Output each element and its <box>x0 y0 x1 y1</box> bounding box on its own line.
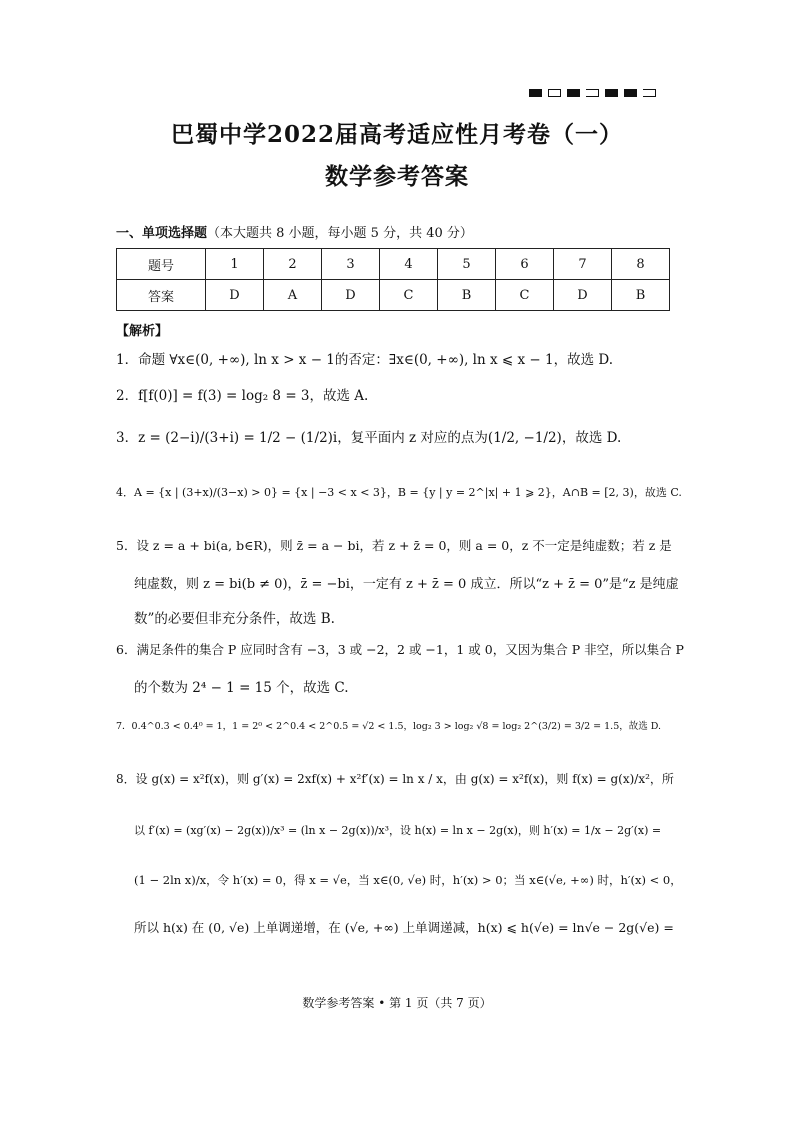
solution-line: 6．满足条件的集合 P 应同时含有 −3，3 或 −2，2 或 −1，1 或 0，又因为集合 P 非空，所以集合 P <box>116 642 684 657</box>
question-number: 4 <box>380 249 438 280</box>
solution-line: 纯虚数，则 z = bi(b ≠ 0)，z̄ = −bi，一定有 z + z̄ = 0 成立．所以“z + z̄ = 0”是“z 是纯虚 <box>134 577 679 592</box>
solution-line: 5．设 z = a + bi(a, b∈R)，则 z̄ = a − bi，若 z + z̄ = 0，则 a = 0，z 不一定是纯虚数；若 z 是 <box>116 538 672 553</box>
question-number: 1 <box>206 249 264 280</box>
mark-filled-icon <box>624 89 637 97</box>
mark-filled-icon <box>529 89 542 97</box>
document-title: 巴蜀中学2022届高考适应性月考卷（一） <box>170 121 623 148</box>
header-marks <box>529 89 656 97</box>
question-number: 5 <box>438 249 496 280</box>
solution-line: 1．命题 ∀x∈(0, +∞), ln x > x − 1的否定：∃x∈(0, +∞), ln x ⩽ x − 1，故选 D. <box>116 352 613 368</box>
answer-cell: D <box>322 280 380 311</box>
solution-line: 以 f′(x) = (xg′(x) − 2g(x))/x³ = (ln x − 2g(x))/x³，设 h(x) = ln x − 2g(x)，则 h′(x) = 1/x − 2g′(x) = <box>134 824 662 837</box>
row-label: 题号 <box>117 249 206 280</box>
question-number: 3 <box>322 249 380 280</box>
answer-cell: A <box>264 280 322 311</box>
answer-cell: D <box>206 280 264 311</box>
section-heading <box>116 222 473 241</box>
analysis-label: 【解析】 <box>116 324 169 339</box>
solution-line: 所以 h(x) 在 (0, √e) 上单调递增，在 (√e, +∞) 上单调递减，h(x) ⩽ h(√e) = ln√e − 2g(√e) = <box>134 920 674 935</box>
table-row <box>117 249 670 280</box>
answer-cell: C <box>496 280 554 311</box>
answer-cell: B <box>612 280 670 311</box>
answer-cell: D <box>554 280 612 311</box>
answer-table <box>116 248 670 311</box>
table-row <box>117 280 670 311</box>
page-footer: 数学参考答案 • 第 1 页（共 7 页） <box>302 996 492 1010</box>
solution-line: 数”的必要但非充分条件，故选 B. <box>134 611 335 627</box>
section-note: （本大题共 8 小题，每小题 5 分，共 40 分） <box>207 226 473 241</box>
section-title: 一、单项选择题 <box>116 226 208 241</box>
answer-cell: C <box>380 280 438 311</box>
mark-open-icon <box>548 89 561 97</box>
document-subtitle: 数学参考答案 <box>325 163 469 190</box>
question-number: 6 <box>496 249 554 280</box>
solution-line: 4．A = {x | (3+x)/(3−x) > 0} = {x | −3 < x < 3}，B = {y | y = 2^|x| + 1 ⩾ 2}，A∩B = [2, 3)，故选 C. <box>116 486 682 499</box>
question-number: 8 <box>612 249 670 280</box>
solution-line: 7．0.4^0.3 < 0.4⁰ = 1，1 = 2⁰ < 2^0.4 < 2^0.5 = √2 < 1.5，log₂ 3 > log₂ √8 = log₂ 2^(3/2) = 3/2 = 1.5，故选 D. <box>116 721 662 732</box>
answer-cell: B <box>438 280 496 311</box>
solution-line: 的个数为 2⁴ − 1 = 15 个，故选 C. <box>134 680 349 696</box>
mark-filled-icon <box>605 89 618 97</box>
question-number: 2 <box>264 249 322 280</box>
solution-line: 3．z = (2−i)/(3+i) = 1/2 − (1/2)i，复平面内 z 对应的点为(1/2, −1/2)，故选 D. <box>116 430 622 446</box>
mark-half-icon <box>586 89 599 97</box>
question-number: 7 <box>554 249 612 280</box>
mark-filled-icon <box>567 89 580 97</box>
row-label: 答案 <box>117 280 206 311</box>
mark-half-icon <box>643 89 656 97</box>
solution-line: 8．设 g(x) = x²f(x)，则 g′(x) = 2xf(x) + x²f′(x) = ln x / x，由 g(x) = x²f(x)，则 f(x) = g(x)/x²，所 <box>116 772 674 786</box>
solution-line: 2．f[f(0)] = f(3) = log₂ 8 = 3，故选 A. <box>116 388 369 404</box>
solution-line: (1 − 2ln x)/x，令 h′(x) = 0，得 x = √e，当 x∈(0, √e) 时，h′(x) > 0；当 x∈(√e, +∞) 时，h′(x) < 0， <box>134 873 682 887</box>
